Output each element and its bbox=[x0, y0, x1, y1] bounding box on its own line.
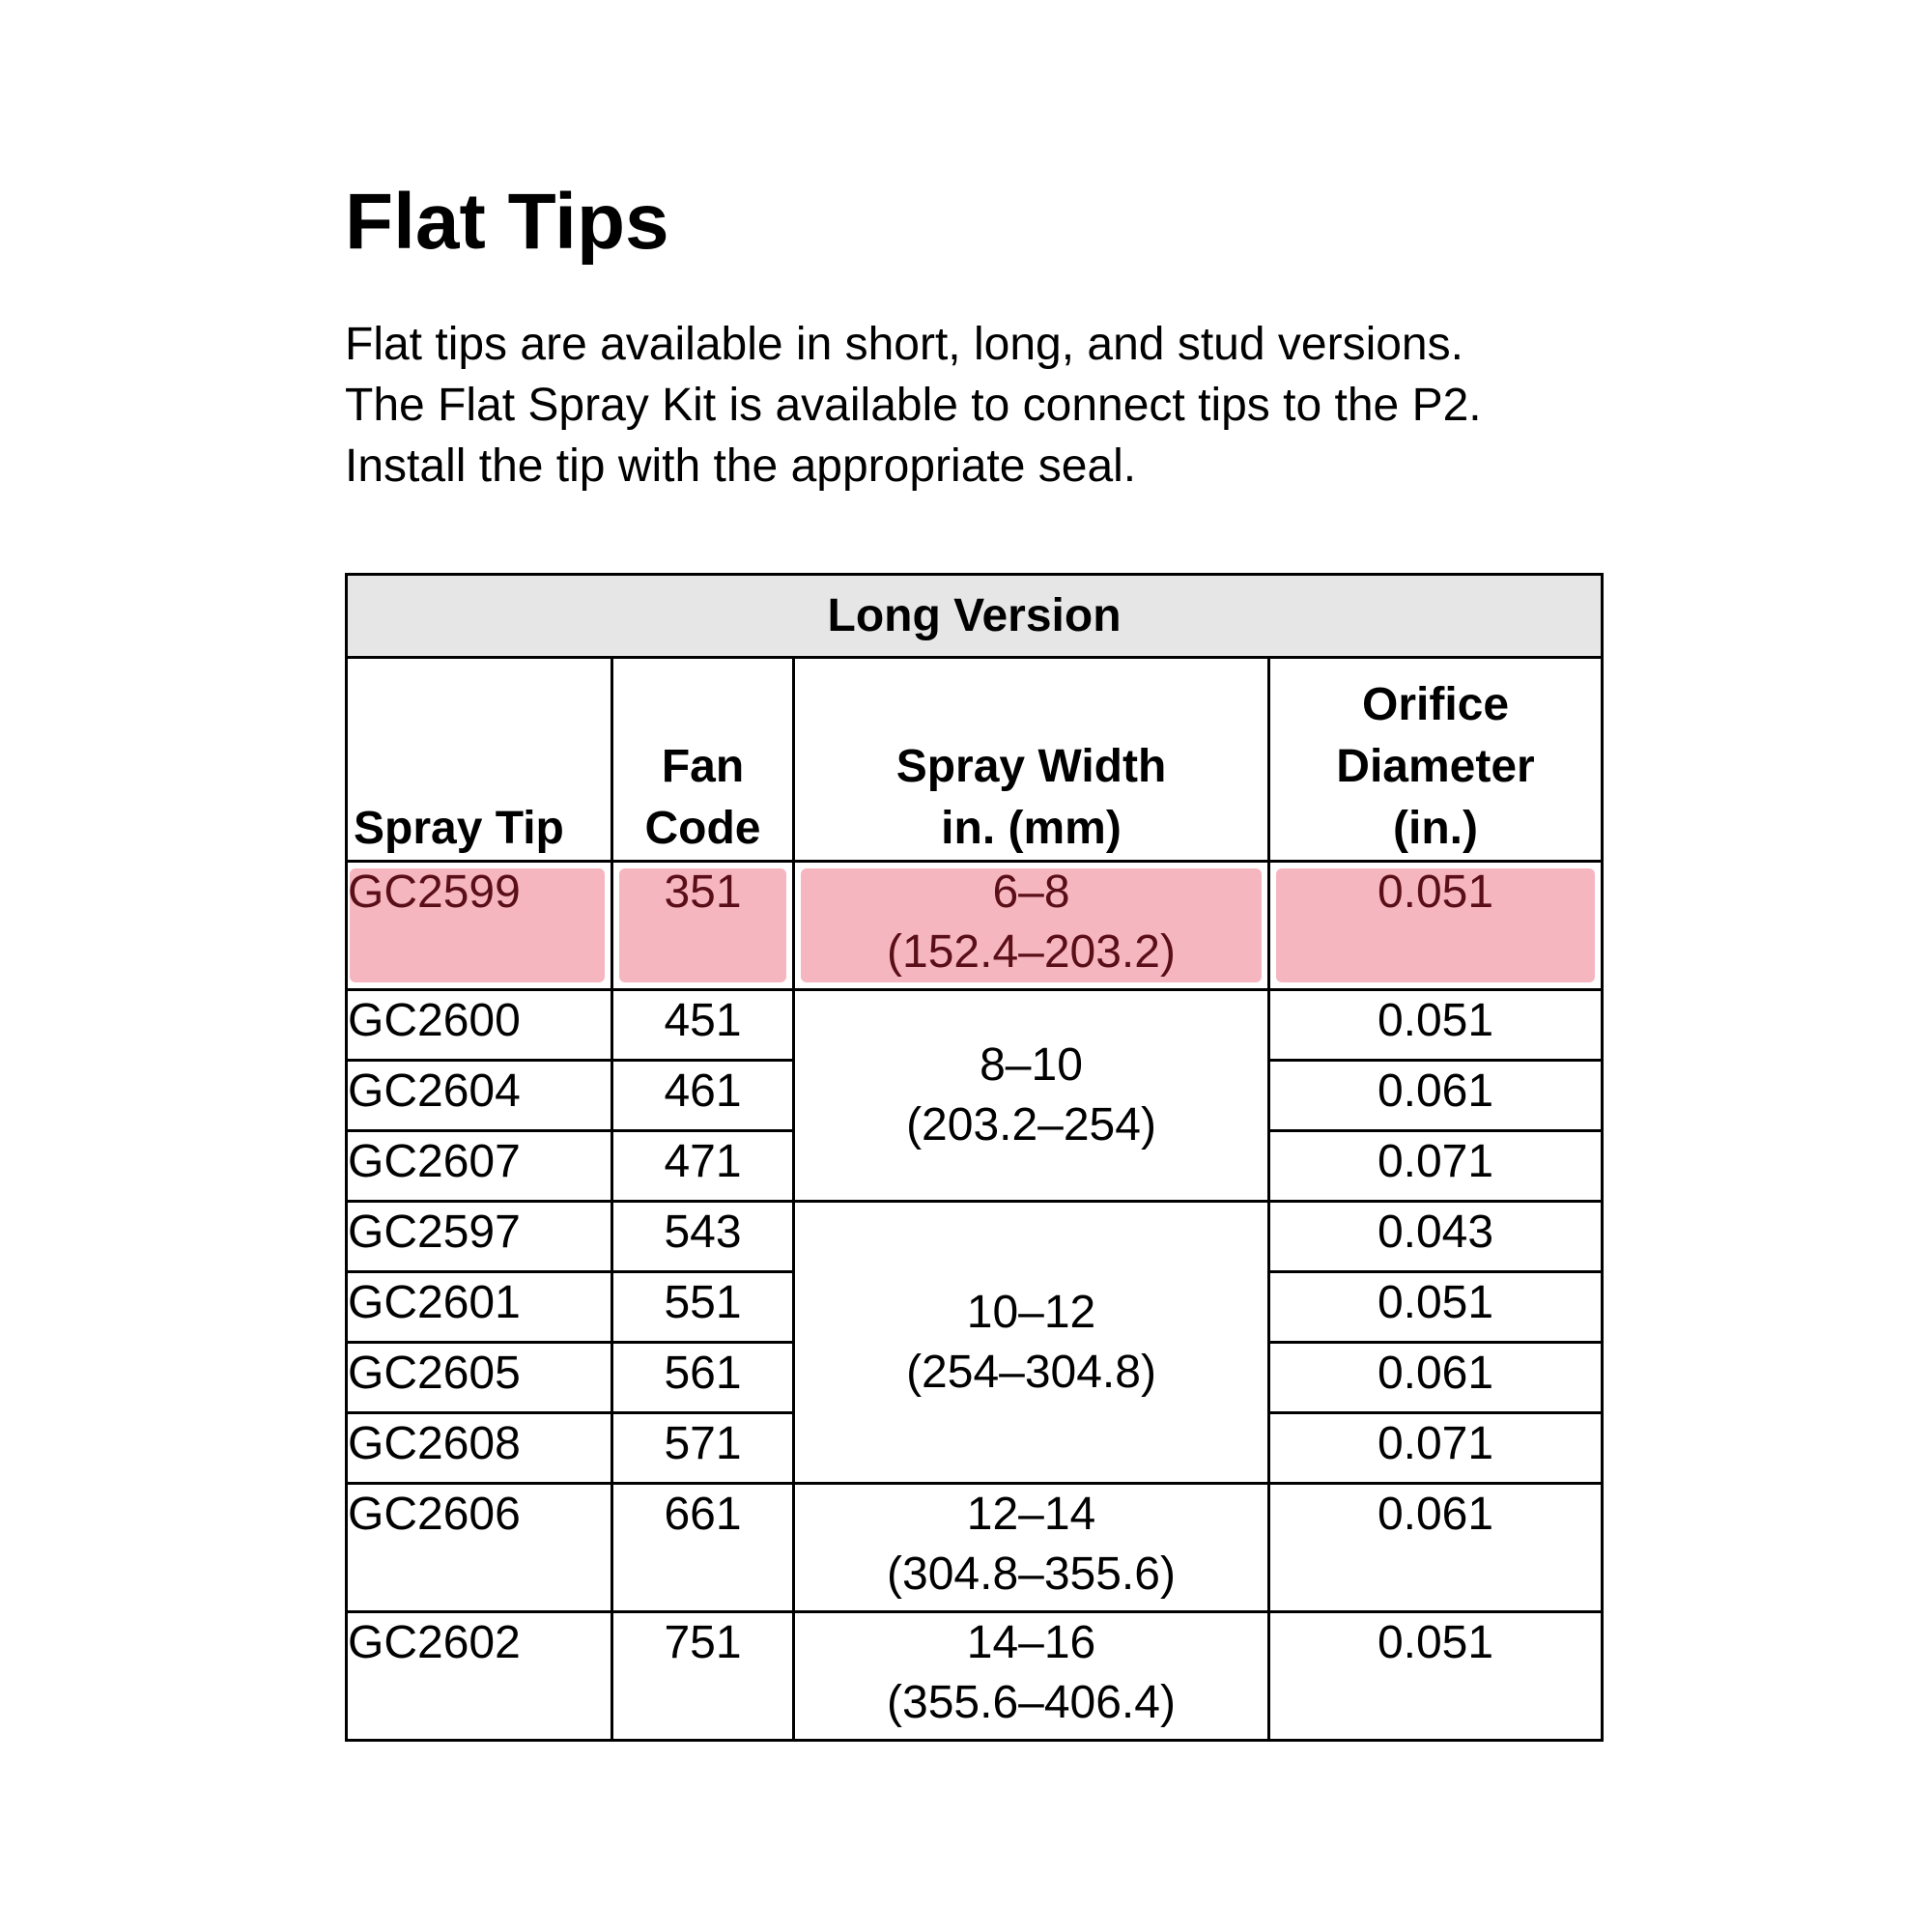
spray-tip-cell: GC2600 bbox=[347, 990, 612, 1061]
orifice-cell: 0.061 bbox=[1269, 1343, 1603, 1413]
intro-line: Flat tips are available in short, long, and stud versions. bbox=[345, 319, 1463, 370]
cell-value: 0.051 bbox=[1377, 867, 1494, 918]
orifice-cell: 0.071 bbox=[1269, 1131, 1603, 1202]
intro-line: Install the tip with the appropriate seal. bbox=[345, 440, 1137, 492]
header-label: in. (mm) bbox=[941, 803, 1122, 854]
spray-tip-cell: GC2597 bbox=[347, 1202, 612, 1272]
cell-value: 351 bbox=[664, 867, 742, 918]
header-label: Spray Tip bbox=[354, 803, 564, 854]
header-label: Orifice bbox=[1361, 679, 1510, 730]
page-title: Flat Tips bbox=[345, 178, 669, 266]
spray-width-cell bbox=[794, 1612, 1269, 1741]
header-spray-width bbox=[794, 658, 1269, 862]
spray-tip-cell: GC2601 bbox=[347, 1272, 612, 1343]
header-fan-code bbox=[612, 658, 794, 862]
header-label: Diameter bbox=[1336, 741, 1535, 792]
table-caption: Long Version bbox=[347, 575, 1603, 658]
table-row bbox=[347, 990, 1603, 1061]
header-orifice-diameter bbox=[1269, 658, 1603, 862]
intro-line: The Flat Spray Kit is available to connect tips to the P2. bbox=[345, 380, 1482, 431]
width-mm: (254–304.8) bbox=[906, 1346, 1156, 1398]
cell-value: GC2599 bbox=[348, 867, 521, 918]
spray-tip-cell bbox=[347, 862, 612, 990]
width-mm: (203.2–254) bbox=[906, 1099, 1156, 1151]
fan-code-cell bbox=[612, 862, 794, 990]
fan-code-cell: 751 bbox=[612, 1612, 794, 1741]
flat-tips-table bbox=[345, 573, 1604, 1742]
fan-code-cell: 561 bbox=[612, 1343, 794, 1413]
orifice-cell: 0.051 bbox=[1269, 1612, 1603, 1741]
header-label: Code bbox=[644, 803, 761, 854]
spray-tip-cell: GC2605 bbox=[347, 1343, 612, 1413]
header-label: (in.) bbox=[1393, 803, 1478, 854]
table-row bbox=[347, 1484, 1603, 1612]
header-spray-tip bbox=[347, 658, 612, 862]
fan-code-cell: 461 bbox=[612, 1061, 794, 1131]
header-label: Fan bbox=[661, 741, 745, 792]
spray-width-cell bbox=[794, 1202, 1269, 1484]
spray-tip-cell: GC2608 bbox=[347, 1413, 612, 1484]
width-mm: (304.8–355.6) bbox=[887, 1548, 1176, 1600]
header-label: Spray Width bbox=[895, 741, 1167, 792]
orifice-cell bbox=[1269, 862, 1603, 990]
width-in: 14–16 bbox=[966, 1617, 1096, 1668]
orifice-cell: 0.051 bbox=[1269, 990, 1603, 1061]
orifice-cell: 0.043 bbox=[1269, 1202, 1603, 1272]
width-in: 10–12 bbox=[966, 1286, 1096, 1338]
fan-code-cell: 451 bbox=[612, 990, 794, 1061]
orifice-cell: 0.051 bbox=[1269, 1272, 1603, 1343]
spray-tip-cell: GC2604 bbox=[347, 1061, 612, 1131]
table-row bbox=[347, 1202, 1603, 1272]
table-row bbox=[347, 1612, 1603, 1741]
fan-code-cell: 551 bbox=[612, 1272, 794, 1343]
width-in: 6–8 bbox=[992, 867, 1070, 918]
fan-code-cell: 543 bbox=[612, 1202, 794, 1272]
spray-tip-cell: GC2606 bbox=[347, 1484, 612, 1612]
orifice-cell: 0.061 bbox=[1269, 1484, 1603, 1612]
spray-width-cell bbox=[794, 1484, 1269, 1612]
spray-tip-cell: GC2602 bbox=[347, 1612, 612, 1741]
fan-code-cell: 571 bbox=[612, 1413, 794, 1484]
width-mm: (152.4–203.2) bbox=[887, 926, 1176, 978]
fan-code-cell: 661 bbox=[612, 1484, 794, 1612]
page bbox=[345, 169, 1601, 1728]
width-in: 12–14 bbox=[966, 1489, 1096, 1540]
table-row bbox=[347, 862, 1603, 990]
spray-width-cell bbox=[794, 862, 1269, 990]
orifice-cell: 0.071 bbox=[1269, 1413, 1603, 1484]
width-in: 8–10 bbox=[980, 1039, 1083, 1091]
fan-code-cell: 471 bbox=[612, 1131, 794, 1202]
spray-width-cell bbox=[794, 990, 1269, 1202]
spray-tip-cell: GC2607 bbox=[347, 1131, 612, 1202]
orifice-cell: 0.061 bbox=[1269, 1061, 1603, 1131]
width-mm: (355.6–406.4) bbox=[887, 1677, 1176, 1728]
intro-paragraph bbox=[345, 314, 1601, 497]
